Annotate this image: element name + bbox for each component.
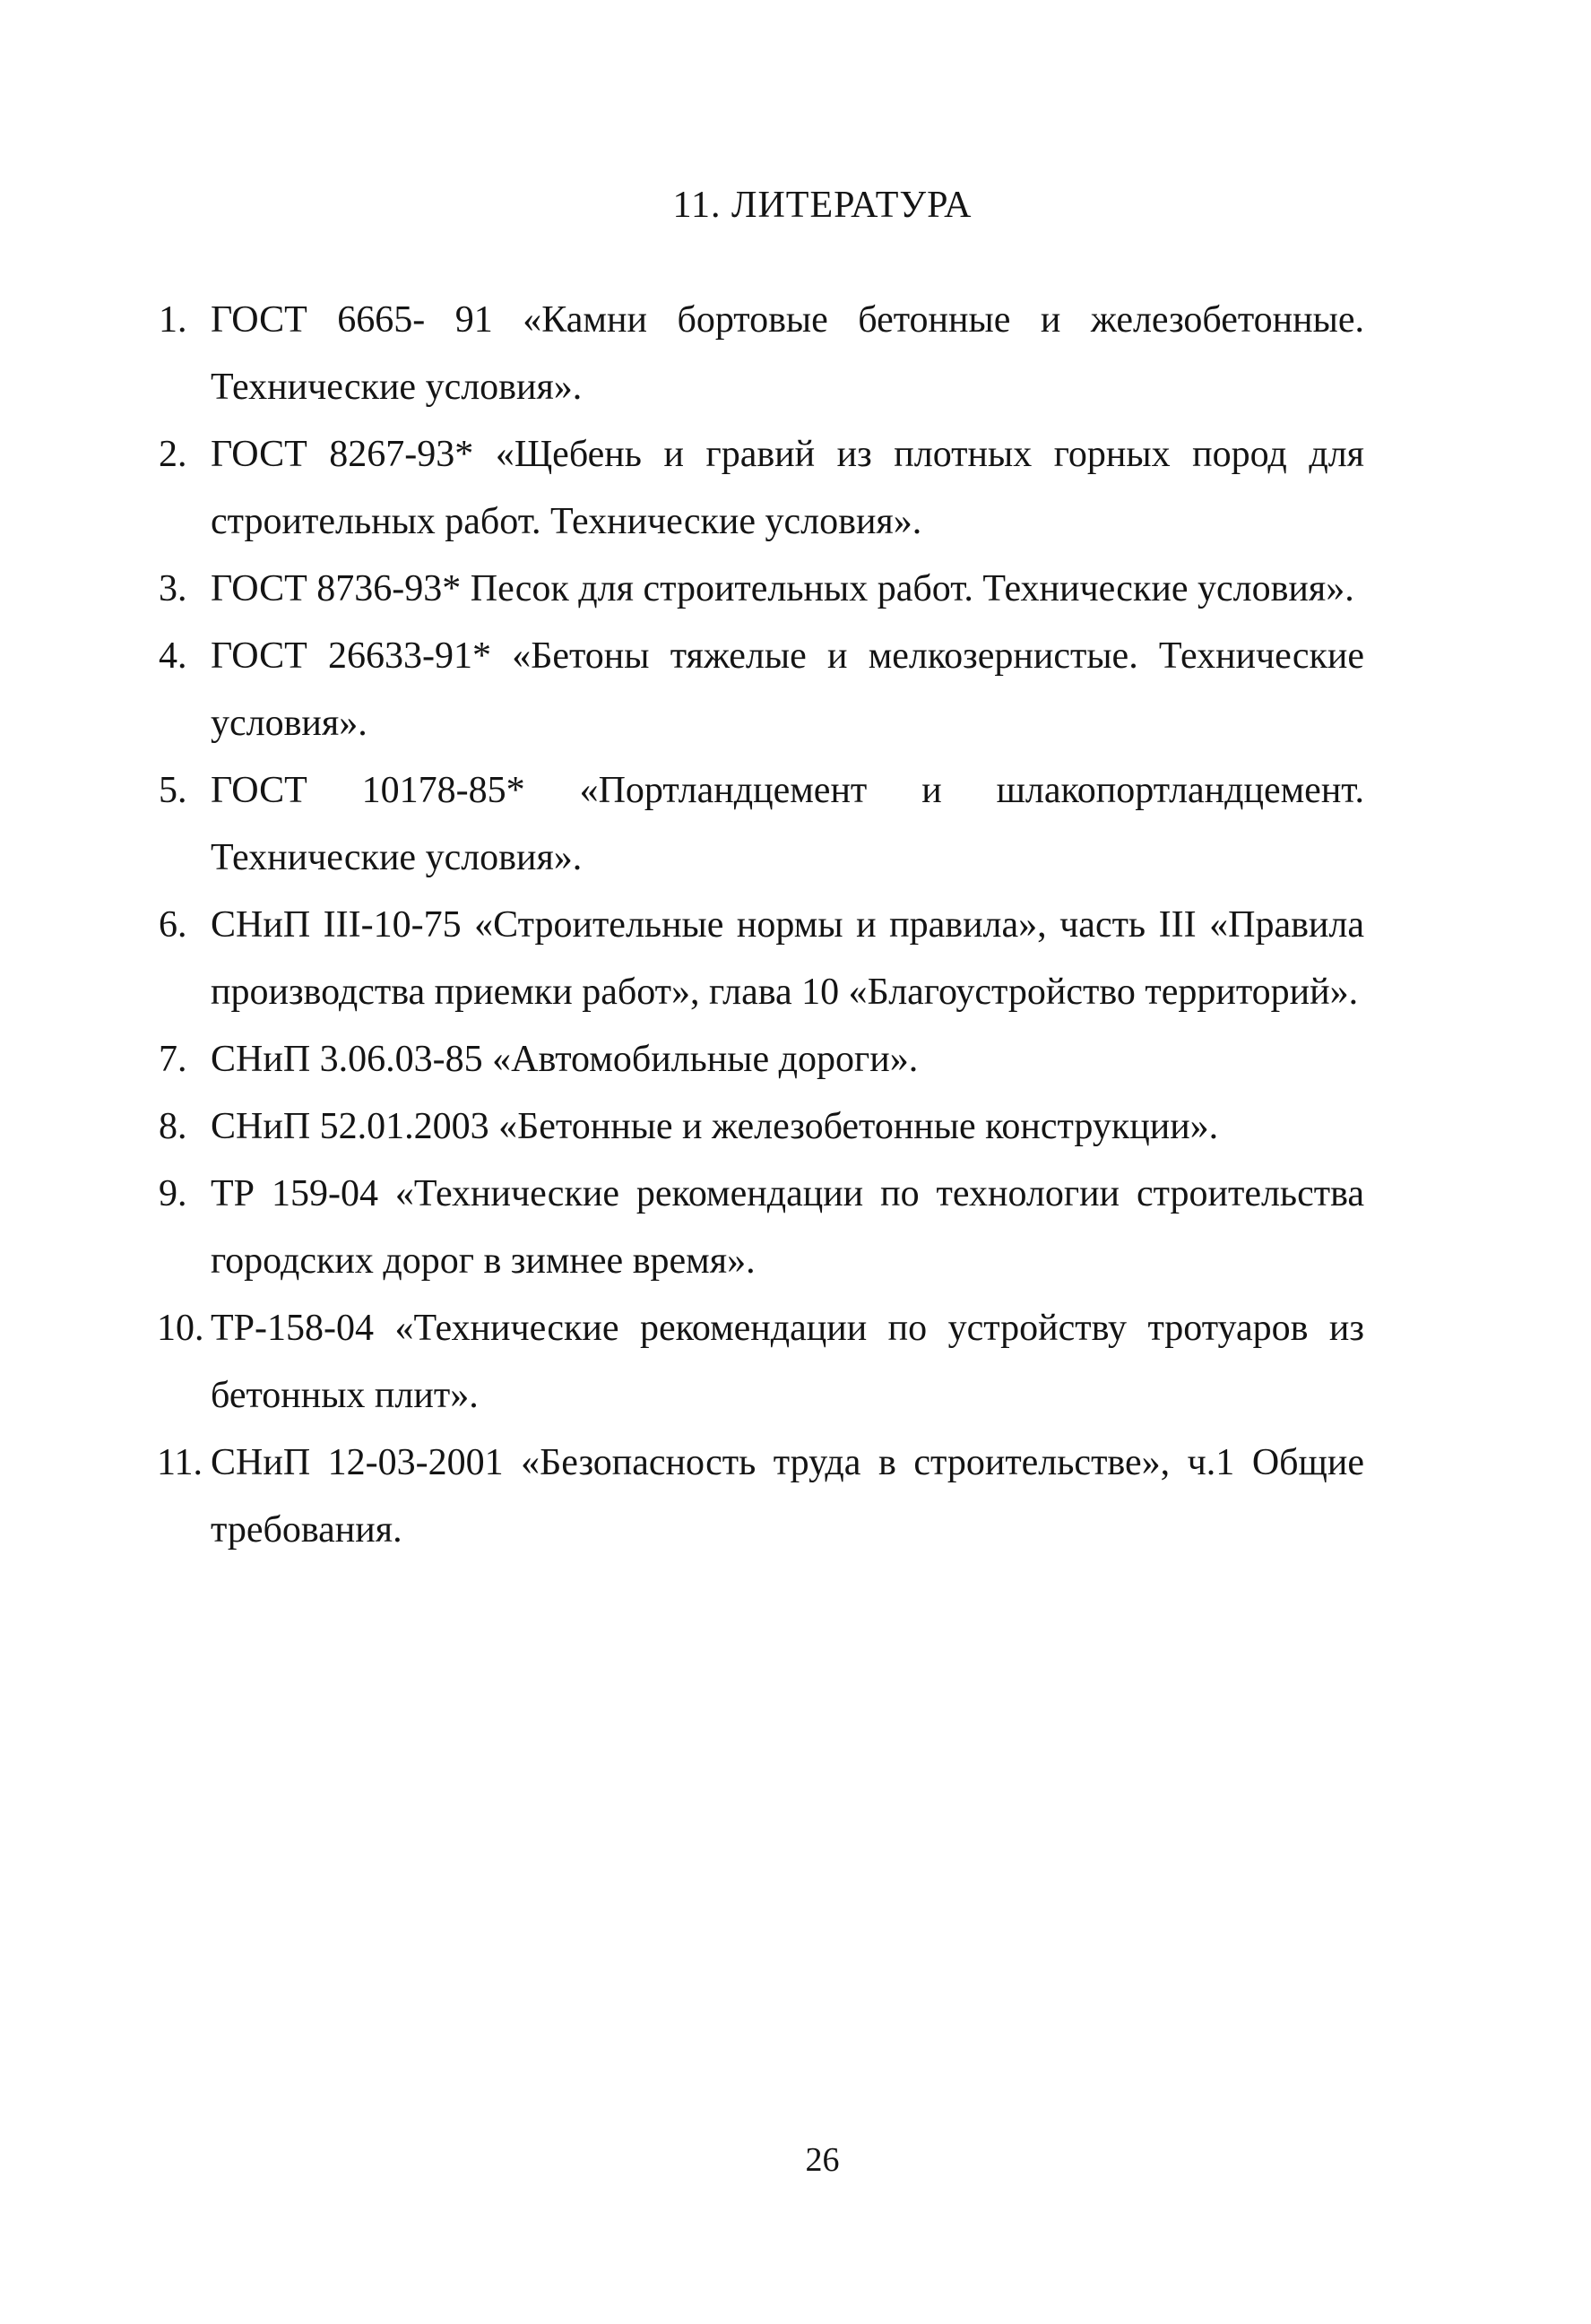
reference-item bbox=[159, 1093, 1364, 1161]
reference-number: 4. bbox=[159, 635, 187, 677]
reference-list bbox=[159, 287, 1364, 1564]
reference-item bbox=[159, 287, 1364, 421]
reference-item bbox=[159, 892, 1364, 1026]
page-number: 26 bbox=[805, 2141, 840, 2179]
reference-number: 6. bbox=[159, 904, 187, 946]
reference-text: ТР 159-04 «Технические рекомендации по технологии строительства городских дорог в зимнее время». bbox=[211, 1173, 1364, 1282]
reference-text: ГОСТ 8267-93* «Щебень и гравий из плотных горных пород для строительных работ. Технические условия». bbox=[211, 434, 1364, 542]
reference-item bbox=[159, 1430, 1364, 1564]
reference-text: СНиП 52.01.2003 «Бетонные и железобетонные конструкции». bbox=[211, 1106, 1219, 1147]
reference-text: СНиП III-10-75 «Строительные нормы и правила», часть III «Правила производства приемки работ», глава 10 «Благоустройство территорий». bbox=[211, 904, 1364, 1013]
reference-item bbox=[159, 1295, 1364, 1430]
reference-number: 11. bbox=[157, 1442, 203, 1483]
reference-item bbox=[159, 757, 1364, 892]
reference-item bbox=[159, 1026, 1364, 1093]
reference-text: СНиП 3.06.03-85 «Автомобильные дороги». bbox=[211, 1039, 919, 1080]
reference-text: ГОСТ 10178-85* «Портландцемент и шлакопортландцемент. Технические условия». bbox=[211, 770, 1364, 878]
reference-number: 5. bbox=[159, 770, 187, 811]
reference-item bbox=[159, 1161, 1364, 1295]
reference-item bbox=[159, 421, 1364, 556]
reference-number: 1. bbox=[159, 299, 187, 341]
reference-number: 7. bbox=[159, 1039, 187, 1080]
reference-text: СНиП 12-03-2001 «Безопасность труда в строительстве», ч.1 Общие требования. bbox=[211, 1442, 1364, 1551]
reference-text: ГОСТ 6665- 91 «Камни бортовые бетонные и железобетонные. Технические условия». bbox=[211, 299, 1364, 408]
section-title: 11. ЛИТЕРАТУРА bbox=[672, 185, 973, 226]
reference-item bbox=[159, 623, 1364, 757]
reference-item bbox=[159, 556, 1364, 623]
reference-number: 3. bbox=[159, 568, 187, 609]
reference-text: ТР-158-04 «Технические рекомендации по устройству тротуаров из бетонных плит». bbox=[211, 1308, 1364, 1416]
reference-number: 9. bbox=[159, 1173, 187, 1214]
reference-number: 8. bbox=[159, 1106, 187, 1147]
reference-text: ГОСТ 26633-91* «Бетоны тяжелые и мелкозернистые. Технические условия». bbox=[211, 635, 1364, 744]
reference-number: 2. bbox=[159, 434, 187, 475]
reference-number: 10. bbox=[157, 1308, 204, 1349]
reference-text: ГОСТ 8736-93* Песок для строительных работ. Технические условия». bbox=[211, 568, 1354, 609]
